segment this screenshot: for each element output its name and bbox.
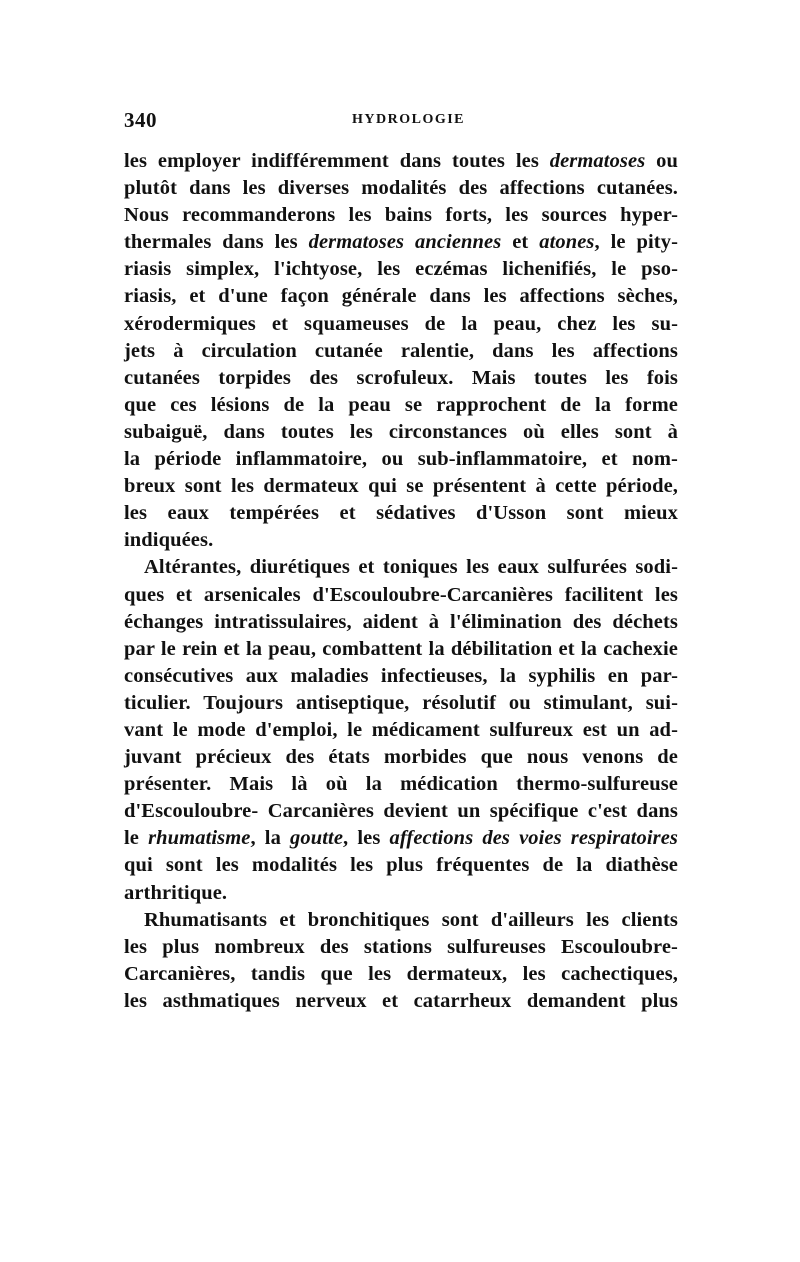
text-run: que ces lésions de la peau se rapprochent de la forme <box>124 393 678 416</box>
paragraph <box>124 148 678 554</box>
text-run: , la <box>250 827 291 850</box>
italic-run: goutte <box>290 827 344 850</box>
italic-run: affections des voies respiratoires <box>389 827 678 850</box>
paragraph <box>124 554 678 906</box>
text-run: , les <box>343 827 390 850</box>
text-run: Altérantes, diurétiques et toniques les eaux sulfurées sodi- <box>144 556 678 579</box>
text-line <box>124 311 678 338</box>
italic-run: dermatoses anciennes <box>308 231 502 254</box>
text-run: vant le mode d'emploi, le médicament sulfureux est un ad- <box>124 718 678 741</box>
paragraph <box>124 907 678 1015</box>
text-line <box>124 934 678 961</box>
text-run: ticulier. Toujours antiseptique, résolutif ou stimulant, sui- <box>124 691 678 714</box>
text-run: breux sont les dermateux qui se présentent à cette période, <box>124 475 678 498</box>
text-line <box>124 338 678 365</box>
text-run: les eaux tempérées et sédatives d'Usson sont mieux <box>124 502 678 525</box>
running-title: HYDROLOGIE <box>352 112 466 127</box>
text-line <box>124 961 678 988</box>
text-line <box>124 392 678 419</box>
text-run: thermales dans les <box>124 231 309 254</box>
text-run: Carcanières, tandis que les dermateux, les cachectiques, <box>124 962 678 985</box>
text-line <box>124 148 678 175</box>
text-run: et <box>501 231 540 254</box>
text-line <box>124 202 678 229</box>
text-run: subaiguë, dans toutes les circonstances où elles sont à <box>124 420 678 443</box>
text-run: les asthmatiques nerveux et catarrheux demandent plus <box>124 989 678 1012</box>
text-line <box>124 229 678 256</box>
text-run: cutanées torpides des scrofuleux. Mais toutes les fois <box>124 366 678 389</box>
text-line <box>124 582 678 609</box>
text-run: d'Escouloubre- Carcanières devient un spécifique c'est dans <box>124 800 678 823</box>
text-run: plutôt dans les diverses modalités des affections cutanées. <box>124 177 678 200</box>
text-run: Rhumatisants et bronchitiques sont d'ailleurs les clients <box>144 908 678 931</box>
text-line <box>124 663 678 690</box>
page-header <box>124 108 678 148</box>
italic-run: atones <box>539 231 595 254</box>
text-line <box>124 554 678 581</box>
text-run: le <box>124 827 149 850</box>
text-line <box>124 256 678 283</box>
text-line <box>124 283 678 310</box>
italic-run: dermatoses <box>549 150 646 172</box>
text-line <box>124 500 678 527</box>
text-run: échanges intratissulaires, aident à l'élimination des déchets <box>124 610 678 633</box>
text-line <box>124 636 678 663</box>
text-line <box>124 907 678 934</box>
text-run: xérodermiques et squameuses de la peau, chez les su- <box>124 312 678 335</box>
text-run: jets à circulation cutanée ralentie, dans les affections <box>124 339 678 362</box>
text-run: qui sont les modalités les plus fréquentes de la diathèse <box>124 854 678 877</box>
text-line <box>124 825 678 852</box>
text-line <box>124 527 678 554</box>
text-run: Nous recommanderons les bains forts, les sources hyper- <box>124 204 678 227</box>
text-line <box>124 771 678 798</box>
text-line <box>124 744 678 771</box>
text-line <box>124 690 678 717</box>
text-run: les plus nombreux des stations sulfureuses Escouloubre- <box>124 935 678 958</box>
text-line <box>124 419 678 446</box>
book-page <box>124 108 678 1015</box>
text-run: , le pity- <box>594 231 679 254</box>
text-line <box>124 852 678 879</box>
text-line <box>124 365 678 392</box>
text-run: riasis, et d'une façon générale dans les affections sèches, <box>124 285 678 308</box>
text-run: arthritique. <box>124 881 228 904</box>
text-line <box>124 446 678 473</box>
body-text <box>124 148 678 1015</box>
text-line <box>124 717 678 744</box>
text-run: consécutives aux maladies infectieuses, la syphilis en par- <box>124 664 678 687</box>
text-line <box>124 609 678 636</box>
text-run: la période inflammatoire, ou sub-inflammatoire, et nom- <box>124 448 678 471</box>
text-run: les employer indifféremment dans toutes les <box>124 150 550 172</box>
text-run: présenter. Mais là où la médication thermo-sulfureuse <box>124 773 678 796</box>
text-line <box>124 175 678 202</box>
italic-run: rhumatisme <box>148 827 251 850</box>
page-number: 340 <box>124 108 157 132</box>
text-line <box>124 473 678 500</box>
text-run: ou <box>645 150 678 172</box>
text-run: ques et arsenicales d'Escouloubre-Carcanières facilitent les <box>124 583 678 606</box>
text-line <box>124 880 678 907</box>
text-run: indiquées. <box>124 529 214 552</box>
text-run: riasis simplex, l'ichtyose, les eczémas lichenifiés, le pso- <box>124 258 678 281</box>
text-line <box>124 798 678 825</box>
text-run: par le rein et la peau, combattent la débilitation et la cachexie <box>124 637 678 660</box>
text-line <box>124 988 678 1015</box>
text-run: juvant précieux des états morbides que nous venons de <box>124 746 678 769</box>
